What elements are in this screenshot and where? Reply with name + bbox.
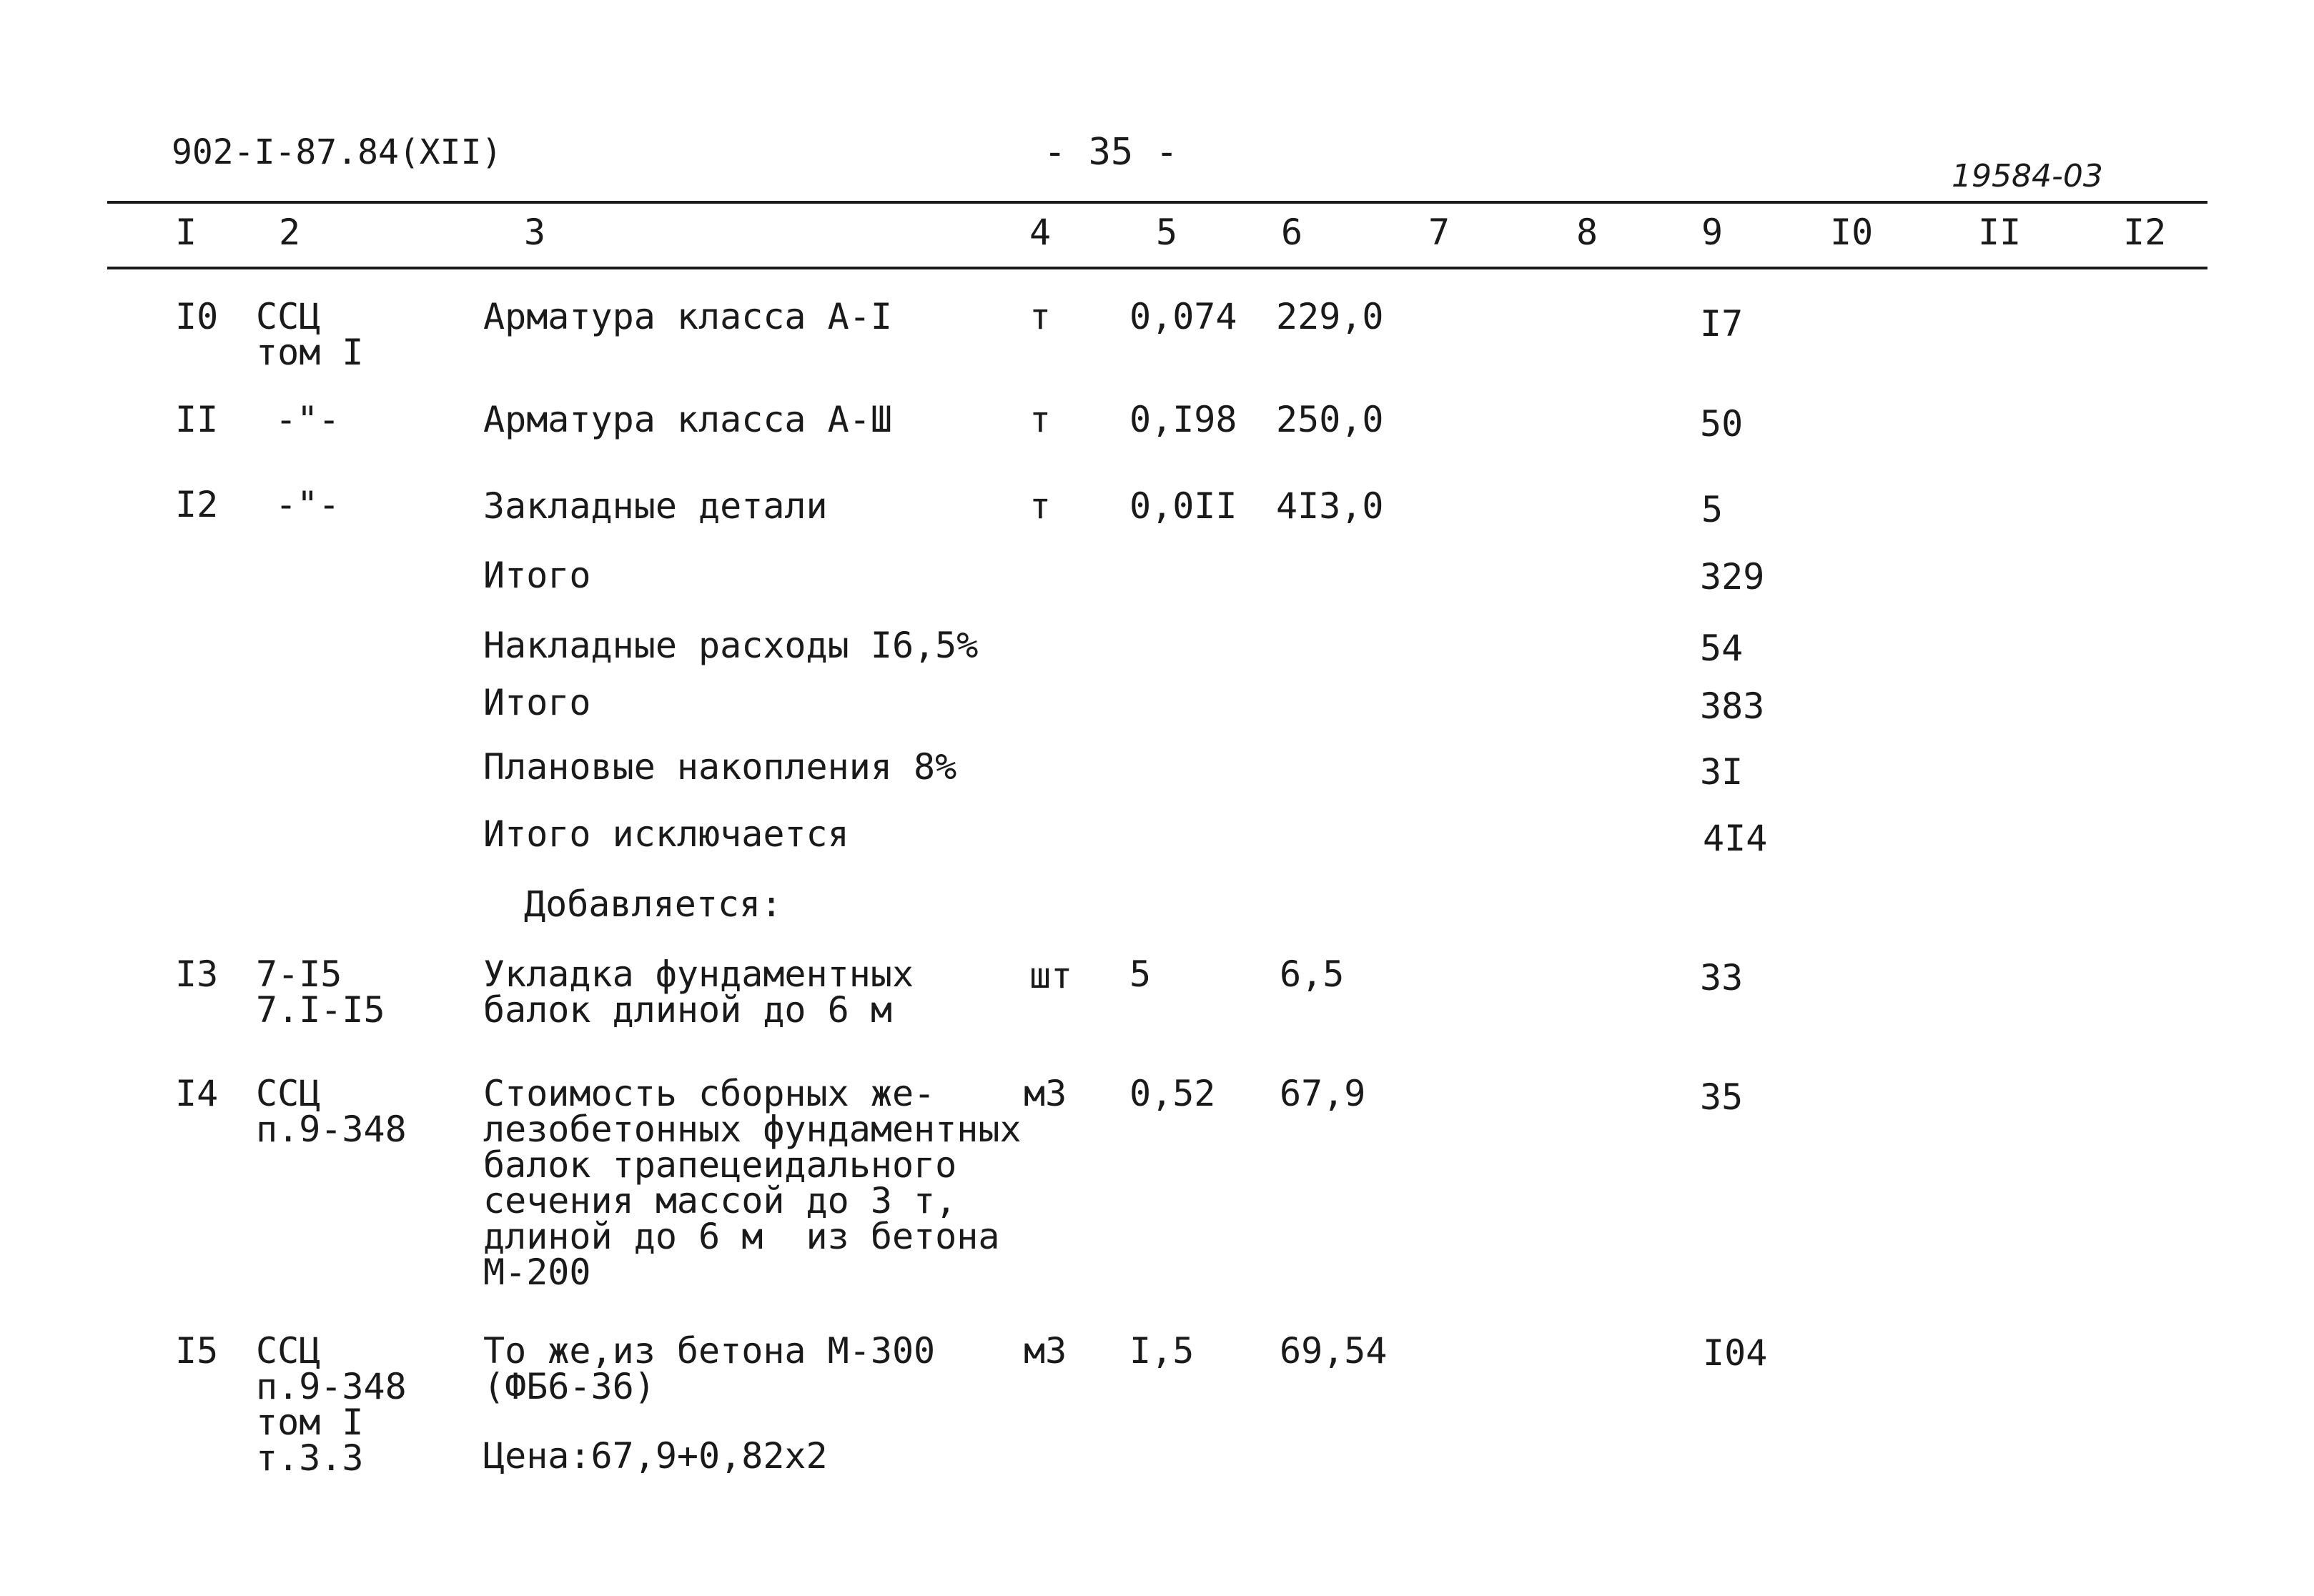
row-14-unit: м3 xyxy=(1024,1073,1067,1114)
col-header-6: 6 xyxy=(1281,212,1303,253)
col-header-10: I0 xyxy=(1830,212,1874,253)
col-header-2: 2 xyxy=(279,212,301,253)
document-code: 902-I-87.84(XII) xyxy=(172,132,503,172)
row-10-num: I0 xyxy=(175,296,219,337)
row-15-price: 69,54 xyxy=(1280,1330,1388,1372)
row-10-unit: т xyxy=(1029,296,1052,337)
price-note: Цена:67,9+0,82х2 xyxy=(483,1435,828,1477)
row-13-total: 33 xyxy=(1700,957,1744,998)
row-14-num: I4 xyxy=(175,1073,219,1114)
col-header-11: II xyxy=(1978,212,2022,253)
row-15-total: I04 xyxy=(1703,1332,1768,1374)
row-11-qty: 0,I98 xyxy=(1129,399,1237,440)
row-11-num: II xyxy=(175,399,219,440)
row-11-total: 50 xyxy=(1700,403,1744,445)
row-15-unit: м3 xyxy=(1024,1330,1067,1372)
overhead-label: Накладные расходы I6,5% xyxy=(483,625,979,666)
row-14-desc: Стоимость сборных же- лезобетонных фундаментных балок трапецеидального сечения массой до 3 т, длиной до 6 м из бетона М-200 xyxy=(483,1073,1022,1293)
row-11-ref: -"- xyxy=(275,399,340,440)
page-number: - 35 - xyxy=(1044,131,1178,174)
total-excluded-label: Итого исключается xyxy=(483,813,849,855)
planned-savings-value: 3I xyxy=(1700,751,1744,793)
archive-code: 19584-03 xyxy=(1952,158,2103,194)
col-header-3: 3 xyxy=(524,212,546,253)
row-13-ref: 7-I5 7.I-I5 xyxy=(256,953,385,1031)
planned-savings-label: Плановые накопления 8% xyxy=(483,746,957,788)
row-12-desc: Закладные детали xyxy=(483,485,828,527)
row-11-price: 250,0 xyxy=(1276,399,1384,440)
row-13-price: 6,5 xyxy=(1280,953,1345,995)
subtotal-2-value: 383 xyxy=(1700,685,1765,727)
row-10-qty: 0,074 xyxy=(1129,296,1237,337)
row-13-desc: Укладка фундаментных балок длиной до 6 м xyxy=(483,953,914,1031)
added-section-heading: Добавляется: xyxy=(524,883,783,925)
row-10-total: I7 xyxy=(1700,303,1744,345)
row-13-unit: шт xyxy=(1029,955,1073,996)
row-14-ref: ССЦ п.9-348 xyxy=(256,1073,407,1150)
row-12-unit: т xyxy=(1029,485,1052,527)
subtotal-2-label: Итого xyxy=(483,682,591,723)
col-header-7: 7 xyxy=(1428,212,1450,253)
row-12-price: 4I3,0 xyxy=(1276,485,1384,527)
col-header-8: 8 xyxy=(1576,212,1598,253)
row-12-total: 5 xyxy=(1701,489,1724,530)
col-header-1: I xyxy=(175,212,197,253)
col-header-9: 9 xyxy=(1701,212,1724,253)
row-12-ref: -"- xyxy=(275,484,340,525)
row-14-qty: 0,52 xyxy=(1129,1073,1216,1114)
row-11-unit: т xyxy=(1029,399,1052,440)
overhead-value: 54 xyxy=(1700,628,1744,669)
row-12-num: I2 xyxy=(175,484,219,525)
row-15-qty: I,5 xyxy=(1129,1330,1195,1372)
row-10-price: 229,0 xyxy=(1276,296,1384,337)
row-13-num: I3 xyxy=(175,953,219,995)
header-bottom-rule xyxy=(107,267,2207,269)
row-14-total: 35 xyxy=(1700,1076,1744,1118)
col-header-4: 4 xyxy=(1029,212,1052,253)
col-header-5: 5 xyxy=(1156,212,1178,253)
row-10-desc: Арматура класса А-I xyxy=(483,296,892,337)
subtotal-label: Итого xyxy=(483,555,591,596)
row-15-ref: ССЦ п.9-348 том I т.3.3 xyxy=(256,1330,407,1479)
col-header-12: I2 xyxy=(2123,212,2167,253)
row-15-num: I5 xyxy=(175,1330,219,1372)
row-15-desc: То же,из бетона М-300 (ФБ6-36) xyxy=(483,1330,936,1407)
row-14-price: 67,9 xyxy=(1280,1073,1366,1114)
total-excluded-value: 4I4 xyxy=(1703,818,1768,859)
row-11-desc: Арматура класса А-Ш xyxy=(483,399,892,440)
row-12-qty: 0,0II xyxy=(1129,485,1237,527)
row-10-ref: ССЦ том I xyxy=(256,296,364,373)
row-13-qty: 5 xyxy=(1129,953,1152,995)
header-top-rule xyxy=(107,201,2207,204)
subtotal-value: 329 xyxy=(1700,556,1765,598)
